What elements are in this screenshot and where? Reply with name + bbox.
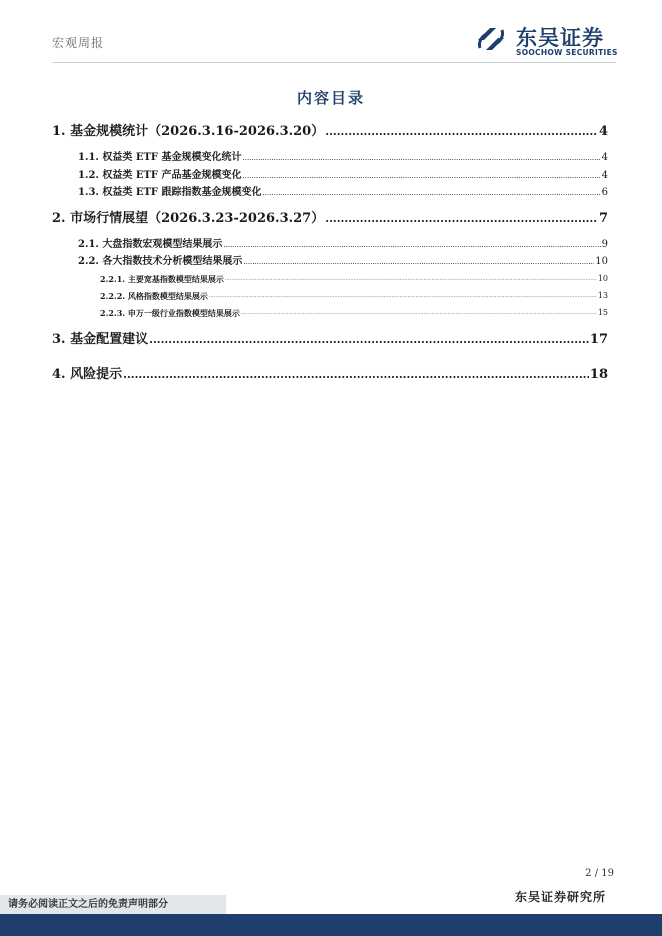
toc-entry-label: 1.3. 权益类 ETF 跟踪指数基金规模变化 xyxy=(78,187,262,198)
toc-leader-dots xyxy=(263,186,601,200)
toc-entry-2-2[interactable] xyxy=(78,255,608,269)
logo-company-name-en: SOOCHOW SECURITIES xyxy=(516,48,618,57)
toc-entry-label: 2. 市场行情展望（2026.3.23-2026.3.27） xyxy=(52,211,325,226)
toc-entry-page: 7 xyxy=(598,211,608,226)
toc-leader-dots xyxy=(123,366,589,384)
toc-entry-page: 18 xyxy=(589,367,608,382)
toc-entry-2-2-1[interactable] xyxy=(100,273,608,285)
toc-entry-label: 2.2.2. 风格指数模型结果展示 xyxy=(100,291,208,301)
toc-entry-4[interactable] xyxy=(52,366,608,384)
report-type-label: 宏观周报 xyxy=(52,36,105,50)
toc-leader-dots xyxy=(223,238,600,252)
toc-entry-page: 4 xyxy=(601,152,608,163)
toc-leader-dots xyxy=(243,255,594,269)
toc-title: 内容目录 xyxy=(296,89,365,107)
soochow-logo-icon xyxy=(474,22,508,56)
toc-leader-dots xyxy=(325,123,598,141)
disclaimer-notice: 请务必阅读正文之后的免责声明部分 xyxy=(0,895,226,915)
toc-entry-1[interactable] xyxy=(52,123,608,141)
toc-entry-label: 2.2.1. 主要宽基指数模型结果展示 xyxy=(100,274,224,284)
toc-entry-label: 1. 基金规模统计（2026.3.16-2026.3.20） xyxy=(52,124,325,139)
toc-entry-label: 2.2. 各大指数技术分析模型结果展示 xyxy=(78,256,243,267)
toc-entry-2[interactable] xyxy=(52,210,608,228)
toc-leader-dots xyxy=(149,331,589,349)
header-divider xyxy=(52,62,616,63)
toc-entry-page: 13 xyxy=(597,291,608,300)
footer-bar xyxy=(0,914,662,936)
toc-leader-dots xyxy=(225,273,597,285)
toc-entry-page: 17 xyxy=(589,332,608,347)
toc-entry-page: 4 xyxy=(598,124,608,139)
toc-entry-label: 4. 风险提示 xyxy=(52,367,123,382)
toc-leader-dots xyxy=(241,307,597,319)
toc-entry-2-2-3[interactable] xyxy=(100,307,608,319)
toc-entry-1-2[interactable] xyxy=(78,169,608,183)
toc-entry-page: 10 xyxy=(597,274,608,283)
toc-entry-page: 6 xyxy=(601,187,608,198)
toc-entry-label: 3. 基金配置建议 xyxy=(52,332,149,347)
toc-entry-label: 2.1. 大盘指数宏观模型结果展示 xyxy=(78,239,223,250)
toc-entry-page: 9 xyxy=(601,239,608,250)
toc-leader-dots xyxy=(243,151,601,165)
page-number: 2 / 19 xyxy=(585,868,614,879)
toc-entry-2-2-2[interactable] xyxy=(100,290,608,302)
toc-entry-3[interactable] xyxy=(52,331,608,349)
toc-entry-label: 2.2.3. 申万一级行业指数模型结果展示 xyxy=(100,308,240,318)
toc-entry-page: 10 xyxy=(595,256,608,267)
footer-company-name: 东吴证券研究所 xyxy=(514,890,606,904)
toc-leader-dots xyxy=(209,290,597,302)
toc-entry-page: 15 xyxy=(597,308,608,317)
toc-entry-page: 4 xyxy=(601,170,608,181)
toc-entry-1-3[interactable] xyxy=(78,186,608,200)
toc-entry-1-1[interactable] xyxy=(78,151,608,165)
toc-leader-dots xyxy=(325,210,598,228)
toc-entry-2-1[interactable] xyxy=(78,238,608,252)
toc-entry-label: 1.2. 权益类 ETF 产品基金规模变化 xyxy=(78,170,242,181)
toc-entry-label: 1.1. 权益类 ETF 基金规模变化统计 xyxy=(78,152,242,163)
toc-leader-dots xyxy=(243,169,601,183)
logo-company-name-cn: 东吴证券 xyxy=(516,26,604,50)
company-logo xyxy=(474,22,616,60)
